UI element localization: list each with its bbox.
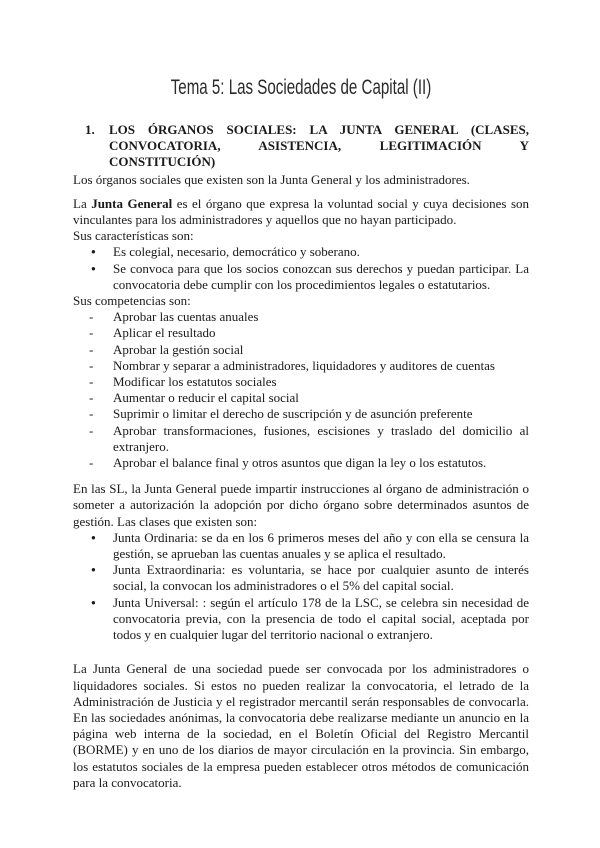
bullet-icon: ●	[91, 247, 96, 257]
list-item-text: Aprobar las cuentas anuales	[113, 309, 259, 325]
junta-paragraph	[73, 196, 529, 228]
competencias-list	[73, 309, 529, 471]
list-item	[73, 325, 529, 341]
bullet-icon: ●	[91, 597, 96, 607]
list-item	[73, 342, 529, 358]
list-item	[73, 595, 529, 644]
dash-icon: -	[89, 309, 94, 325]
list-item-text: Aplicar el resultado	[113, 325, 216, 341]
bullet-icon: ●	[91, 263, 96, 273]
caracteristicas-label: Sus características son:	[73, 228, 194, 244]
list-item-text: Nombrar y separar a administradores, liquidadores y auditores de cuentas	[113, 357, 495, 373]
list-item	[73, 530, 529, 562]
list-item-text: Aumentar o reducir el capital social	[113, 390, 299, 406]
section-heading-text: LOS ÓRGANOS SOCIALES: LA JUNTA GENERAL (CLASES, CONVOCATORIA, ASISTENCIA, LEGITIMACIÓN Y CONSTITUCIÓN)	[109, 122, 529, 170]
list-item-text: Aprobar transformaciones, fusiones, escisiones y traslado del domicilio al extranjero.	[113, 422, 529, 454]
convocatoria-paragraph: La Junta General de una sociedad puede ser convocada por los administradores o liquidadores sociales. Si estos no pueden realizar la convocatoria, el letrado de la Administración de Justicia y el registrador mercantil serán responsables de convocarla. En las sociedades anónimas, la convocatoria debe realizarse mediante un anuncio en la página web interna de la sociedad, en el Boletín Oficial del Registro Mercantil (BORME) y en uno de los diarios de mayor circulación en la provincia. Sin embargo, los estatutos sociales de la empresa pueden establecer otros métodos de comunicación para la convocatoria.	[73, 661, 529, 790]
list-item-text: Junta Extraordinaria: es voluntaria, se hace por cualquier asunto de interés social, la convocan los administradores o el 5% del capital social.	[113, 562, 529, 594]
list-item-text: Se convoca para que los socios conozcan sus derechos y puedan participar. La convocatoria debe cumplir con los procedimientos legales o estatutarios.	[113, 260, 529, 292]
list-item-text: Es colegial, necesario, democrático y soberano.	[113, 244, 360, 260]
clases-list	[73, 530, 529, 643]
list-item	[73, 562, 529, 594]
list-item-text: Modificar los estatutos sociales	[113, 374, 277, 390]
list-item	[73, 244, 529, 260]
dash-icon: -	[89, 406, 94, 422]
section-heading	[73, 122, 529, 171]
list-item-text: Junta Universal: : según el artículo 178 de la LSC, se celebra sin necesidad de convocatoria previa, con la presencia de todo el capital social, aceptada por todos y en cualquier lugar del territorio nacional o extranjero.	[113, 594, 529, 643]
dash-icon: -	[89, 422, 94, 438]
list-item	[73, 374, 529, 390]
list-item-text: Junta Ordinaria: se da en los 6 primeros meses del año y con ella se censura la gestión, se aprueban las cuentas anuales y se aplica el resultado.	[113, 529, 529, 562]
dash-icon: -	[89, 374, 94, 390]
dash-icon: -	[89, 341, 94, 357]
dash-icon: -	[89, 357, 94, 373]
list-item	[73, 358, 529, 374]
list-item-text: Aprobar la gestión social	[113, 341, 244, 357]
junta-prefix: La	[73, 195, 92, 211]
sl-paragraph: En las SL, la Junta General puede impartir instrucciones al órgano de administración o someter a autorización la adopción por dicho órgano sobre determinados asuntos de gestión. Las clases que existen son:	[73, 481, 529, 529]
page-title: Tema 5: Las Sociedades de Capital (II)	[170, 76, 432, 99]
bullet-icon: ●	[91, 565, 96, 575]
dash-icon: -	[89, 455, 94, 471]
document-page	[73, 0, 529, 791]
list-item	[73, 406, 529, 422]
caracteristicas-list	[73, 244, 529, 293]
list-item-text: Aprobar el balance final y otros asuntos que digan la ley o los estatutos.	[113, 455, 487, 471]
intro-paragraph: Los órganos sociales que existen son la Junta General y los administradores.	[73, 171, 470, 187]
dash-icon: -	[89, 390, 94, 406]
section-number: 1.	[85, 122, 95, 137]
list-item	[73, 390, 529, 406]
junta-bold-term: Junta General	[91, 195, 173, 211]
list-item-text: Suprimir o limitar el derecho de suscripción y de asunción preferente	[113, 406, 473, 422]
junta-definition: es el órgano que expresa la voluntad social y cuya decisiones son vinculantes para los administradores y aquellos que no hayan participado.	[73, 195, 530, 228]
list-item	[73, 455, 529, 471]
document-body	[73, 172, 529, 791]
list-item	[73, 423, 529, 455]
list-item	[73, 261, 529, 293]
competencias-label: Sus competencias son:	[73, 293, 191, 309]
dash-icon: -	[89, 325, 94, 341]
bullet-icon: ●	[91, 532, 96, 542]
list-item	[73, 309, 529, 325]
